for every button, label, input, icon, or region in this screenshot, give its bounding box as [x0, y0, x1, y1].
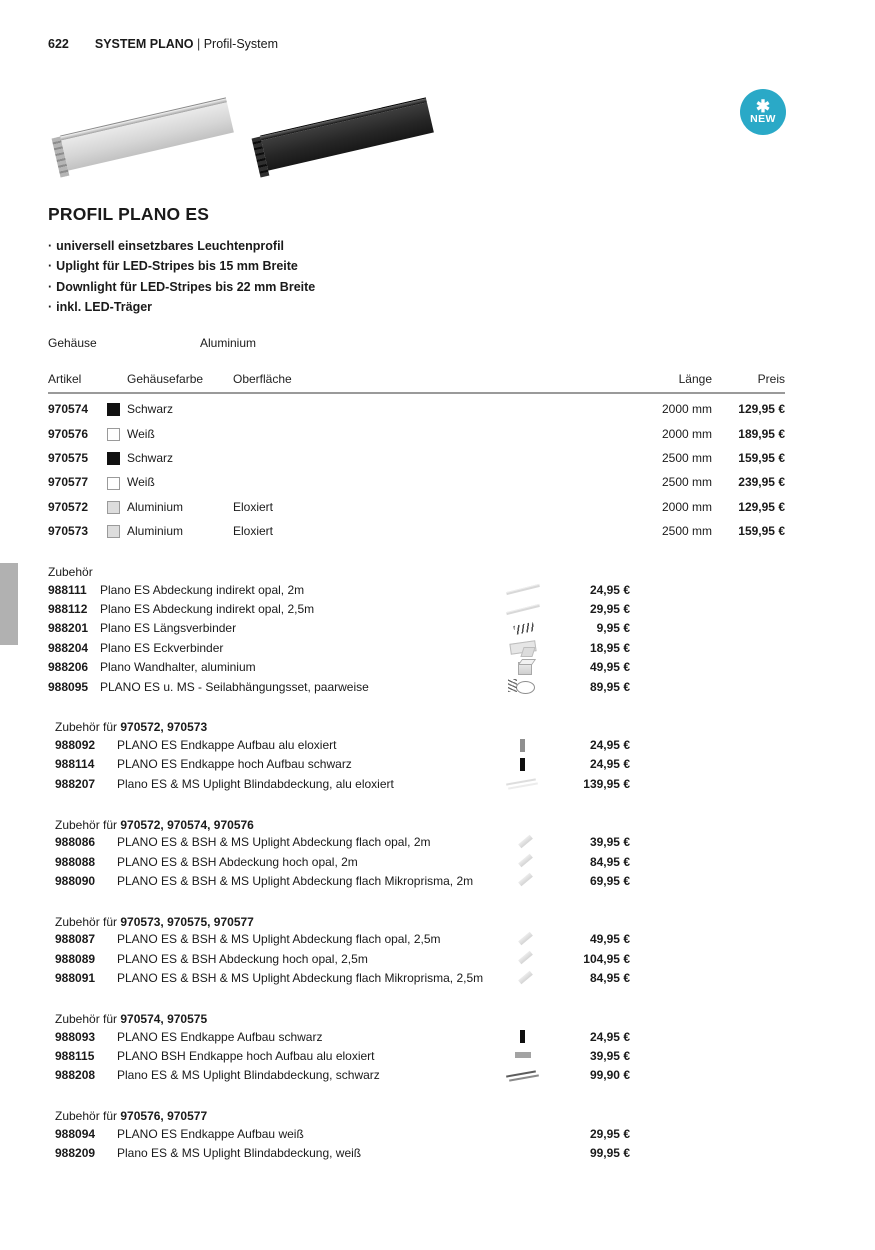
accessory-row [48, 677, 630, 696]
price-value: 29,95 € [589, 1126, 630, 1141]
subsection-title: Profil-System [203, 37, 279, 51]
housing-color: Schwarz [127, 402, 174, 417]
accessory-description: PLANO ES & BSH & MS Uplight Abdeckung flach opal, 2,5m [117, 932, 441, 947]
price-value: 69,95 € [589, 873, 630, 888]
spec-label: Gehäuse [48, 336, 97, 350]
accessory-row [48, 735, 630, 754]
accessory-row [48, 774, 630, 793]
price-value: 49,95 € [589, 660, 630, 675]
accessory-row [48, 1124, 630, 1143]
price-value: 84,95 € [589, 971, 630, 986]
group-header [48, 818, 630, 833]
group-prefix: Zubehör für [55, 1109, 121, 1124]
accessory-description: Plano ES Abdeckung indirekt opal, 2m [100, 582, 305, 597]
group-rows [48, 930, 630, 988]
article-number: 970572 [48, 499, 89, 514]
profile-bar-black [260, 97, 434, 170]
accessory-row [48, 619, 630, 638]
feature-item: · inkl. LED-Träger [48, 297, 315, 317]
accessory-thumbnail-icon [498, 949, 554, 968]
group-refs: 970576, 970577 [120, 1109, 208, 1124]
accessory-thumbnail-icon [498, 774, 554, 793]
new-badge-label: NEW [750, 112, 776, 125]
article-number: 988095 [48, 679, 89, 694]
accessory-row [48, 852, 630, 871]
group-refs: 970574, 970575 [120, 1011, 208, 1026]
article-number: 988086 [55, 835, 96, 850]
article-number: 970576 [48, 426, 89, 441]
accessory-thumbnail-icon [498, 580, 554, 599]
accessory-row [48, 930, 630, 949]
accessory-row [48, 658, 630, 677]
housing-color: Weiß [127, 475, 155, 490]
group-header [48, 1012, 630, 1027]
accessory-thumbnail-icon [498, 638, 554, 657]
feature-item: · universell einsetzbares Leuchtenprofil [48, 236, 315, 256]
profile-bar-alu [60, 97, 234, 170]
article-number: 988206 [48, 660, 89, 675]
thumb-index-tab [0, 563, 18, 645]
length-value: 2500 mm [661, 475, 712, 490]
accessory-description: PLANO ES Endkappe Aufbau schwarz [117, 1029, 323, 1044]
price-value: 129,95 € [738, 499, 785, 514]
surface-finish: Eloxiert [233, 499, 274, 514]
accessory-row [48, 1027, 630, 1046]
product-table-rows [48, 394, 785, 543]
accessory-description: PLANO ES & BSH & MS Uplight Abdeckung flach Mikroprisma, 2m [117, 873, 474, 888]
accessory-thumbnail-icon [498, 969, 554, 988]
accessory-row [48, 580, 630, 599]
article-number: 988087 [55, 932, 96, 947]
article-number: 988114 [55, 757, 95, 772]
accessories-title: Zubehör [48, 565, 93, 579]
price-value: 29,95 € [589, 602, 630, 617]
surface-finish: Eloxiert [233, 524, 274, 539]
table-row [48, 421, 785, 445]
accessory-thumbnail-icon [498, 852, 554, 871]
spec-value: Aluminium [200, 336, 257, 350]
page-header [48, 37, 278, 51]
price-value: 129,95 € [738, 402, 785, 417]
color-swatch [107, 452, 120, 465]
article-number: 988112 [48, 602, 88, 617]
accessory-description: Plano ES Eckverbinder [100, 640, 224, 655]
group-header [48, 1109, 630, 1124]
table-row [48, 495, 785, 519]
price-value: 49,95 € [589, 932, 630, 947]
group-prefix: Zubehör für [55, 817, 121, 832]
group-rows [48, 833, 630, 891]
price-value: 9,95 € [596, 621, 630, 636]
accessory-description: PLANO ES & BSH & MS Uplight Abdeckung flach opal, 2m [117, 835, 431, 850]
accessory-thumbnail-icon [498, 619, 554, 638]
accessory-row [48, 1143, 630, 1162]
accessory-thumbnail-icon [498, 833, 554, 852]
accessory-thumbnail-icon [498, 677, 554, 696]
price-value: 159,95 € [738, 524, 785, 539]
length-value: 2000 mm [661, 402, 712, 417]
page-number: 622 [48, 37, 69, 51]
price-value: 159,95 € [738, 450, 785, 465]
accessories-section [48, 565, 630, 1163]
accessory-thumbnail-icon [498, 755, 554, 774]
section-title: SYSTEM PLANO [94, 37, 194, 51]
accessory-row [48, 755, 630, 774]
accessory-description: Plano ES Abdeckung indirekt opal, 2,5m [100, 602, 315, 617]
color-swatch [107, 525, 120, 538]
price-value: 139,95 € [583, 776, 630, 791]
accessory-description: PLANO ES u. MS - Seilabhängungsset, paarweise [100, 679, 369, 694]
accessory-row [48, 968, 630, 987]
accessory-description: PLANO BSH Endkappe hoch Aufbau alu eloxiert [117, 1048, 375, 1063]
profile-image-aluminium [52, 78, 237, 178]
accessory-thumbnail-icon [498, 1066, 554, 1085]
article-number: 988111 [48, 582, 87, 597]
group-refs: 970572, 970573 [120, 720, 208, 735]
feature-list [48, 236, 315, 318]
group-rows [48, 1124, 630, 1163]
col-laenge: Länge [678, 372, 712, 386]
price-value: 99,90 € [589, 1068, 630, 1083]
col-swatch [107, 372, 127, 386]
product-table [48, 372, 785, 543]
article-number: 988207 [55, 776, 96, 791]
accessory-thumbnail-icon [498, 1124, 554, 1143]
article-number: 988209 [55, 1146, 96, 1161]
color-swatch [107, 403, 120, 416]
housing-color: Aluminium [127, 499, 184, 514]
article-number: 988089 [55, 951, 96, 966]
accessory-description: Plano ES Längsverbinder [100, 621, 237, 636]
accessory-row [48, 949, 630, 968]
price-value: 89,95 € [589, 679, 630, 694]
accessory-thumbnail-icon [498, 1027, 554, 1046]
price-value: 84,95 € [589, 854, 630, 869]
accessory-group-5 [48, 1109, 630, 1163]
price-value: 39,95 € [589, 1048, 630, 1063]
accessory-row [48, 1046, 630, 1065]
profile-image-black [252, 78, 437, 178]
article-number: 988090 [55, 873, 96, 888]
table-row [48, 397, 785, 421]
accessory-thumbnail-icon [498, 930, 554, 949]
new-badge [740, 89, 786, 135]
group-rows [48, 1027, 630, 1085]
accessory-row [48, 833, 630, 852]
article-number: 988094 [55, 1126, 96, 1141]
length-value: 2000 mm [661, 426, 712, 441]
accessory-description: PLANO ES Endkappe Aufbau weiß [117, 1126, 304, 1141]
housing-color: Weiß [127, 426, 155, 441]
group-header [48, 720, 630, 735]
header-separator: | [196, 37, 201, 51]
price-value: 189,95 € [738, 426, 785, 441]
article-number: 988088 [55, 854, 96, 869]
housing-color: Aluminium [127, 524, 184, 539]
article-number: 988204 [48, 640, 89, 655]
color-swatch [107, 477, 120, 490]
price-value: 239,95 € [738, 475, 785, 490]
feature-item: · Downlight für LED-Stripes bis 22 mm Breite [48, 277, 315, 297]
article-number: 970574 [48, 402, 89, 417]
accessory-thumbnail-icon [498, 1144, 554, 1163]
group-prefix: Zubehör für [55, 914, 121, 929]
product-images [48, 78, 448, 193]
accessory-description: Plano ES & MS Uplight Blindabdeckung, schwarz [117, 1068, 380, 1083]
article-number: 988092 [55, 738, 96, 753]
group-rows [48, 735, 630, 793]
accessory-description: Plano ES & MS Uplight Blindabdeckung, weiß [117, 1146, 362, 1161]
accessory-group-1 [48, 720, 630, 793]
price-value: 24,95 € [589, 582, 630, 597]
asterisk-icon: ✱ [755, 96, 771, 116]
accessories-main-rows [48, 580, 630, 696]
accessory-group-4 [48, 1012, 630, 1085]
housing-spec [48, 336, 256, 350]
color-swatch [107, 428, 120, 441]
product-title: PROFIL PLANO ES [48, 204, 210, 224]
table-row [48, 446, 785, 470]
accessory-group-3 [48, 915, 630, 988]
price-value: 18,95 € [589, 640, 630, 655]
length-value: 2500 mm [661, 524, 712, 539]
profile-face [261, 102, 434, 170]
article-number: 970577 [48, 475, 89, 490]
article-number: 988115 [55, 1048, 95, 1063]
accessory-thumbnail-icon [498, 736, 554, 755]
accessory-row [48, 638, 630, 657]
table-row [48, 470, 785, 494]
accessory-row [48, 1066, 630, 1085]
accessory-description: PLANO ES Endkappe hoch Aufbau schwarz [117, 757, 352, 772]
col-preis: Preis [757, 372, 785, 386]
accessory-thumbnail-icon [498, 600, 554, 619]
article-number: 988201 [48, 621, 89, 636]
article-number: 988091 [55, 971, 96, 986]
product-table-header [48, 372, 785, 394]
article-number: 970575 [48, 450, 89, 465]
accessory-group-2 [48, 818, 630, 891]
accessory-thumbnail-icon [498, 658, 554, 677]
price-value: 39,95 € [589, 835, 630, 850]
article-number: 988093 [55, 1029, 96, 1044]
accessory-description: PLANO ES & BSH Abdeckung hoch opal, 2m [117, 854, 358, 869]
accessory-thumbnail-icon [498, 871, 554, 890]
color-swatch [107, 501, 120, 514]
length-value: 2500 mm [661, 450, 712, 465]
accessory-row [48, 599, 630, 618]
price-value: 99,95 € [589, 1146, 630, 1161]
length-value: 2000 mm [661, 499, 712, 514]
group-prefix: Zubehör für [55, 720, 121, 735]
accessory-description: PLANO ES & BSH & MS Uplight Abdeckung flach Mikroprisma, 2,5m [117, 971, 484, 986]
housing-color: Schwarz [127, 450, 174, 465]
group-refs: 970572, 970574, 970576 [120, 817, 254, 832]
price-value: 24,95 € [589, 757, 630, 772]
feature-item: · Uplight für LED-Stripes bis 15 mm Breite [48, 256, 315, 276]
accessory-row [48, 871, 630, 890]
accessory-description: Plano Wandhalter, aluminium [100, 660, 256, 675]
article-number: 970573 [48, 524, 89, 539]
col-oberflaeche: Oberfläche [233, 372, 292, 386]
group-header [48, 915, 630, 930]
accessory-description: PLANO ES Endkappe Aufbau alu eloxiert [117, 738, 337, 753]
accessory-thumbnail-icon [498, 1046, 554, 1065]
price-value: 24,95 € [589, 738, 630, 753]
accessory-description: Plano ES & MS Uplight Blindabdeckung, alu eloxiert [117, 776, 394, 791]
col-farbe: Gehäusefarbe [127, 372, 204, 386]
accessory-description: PLANO ES & BSH Abdeckung hoch opal, 2,5m [117, 951, 368, 966]
col-artikel: Artikel [48, 372, 82, 386]
article-number: 988208 [55, 1068, 96, 1083]
group-refs: 970573, 970575, 970577 [120, 914, 254, 929]
profile-face [61, 102, 234, 170]
group-prefix: Zubehör für [55, 1011, 121, 1026]
price-value: 104,95 € [583, 951, 630, 966]
table-row [48, 519, 785, 543]
price-value: 24,95 € [589, 1029, 630, 1044]
